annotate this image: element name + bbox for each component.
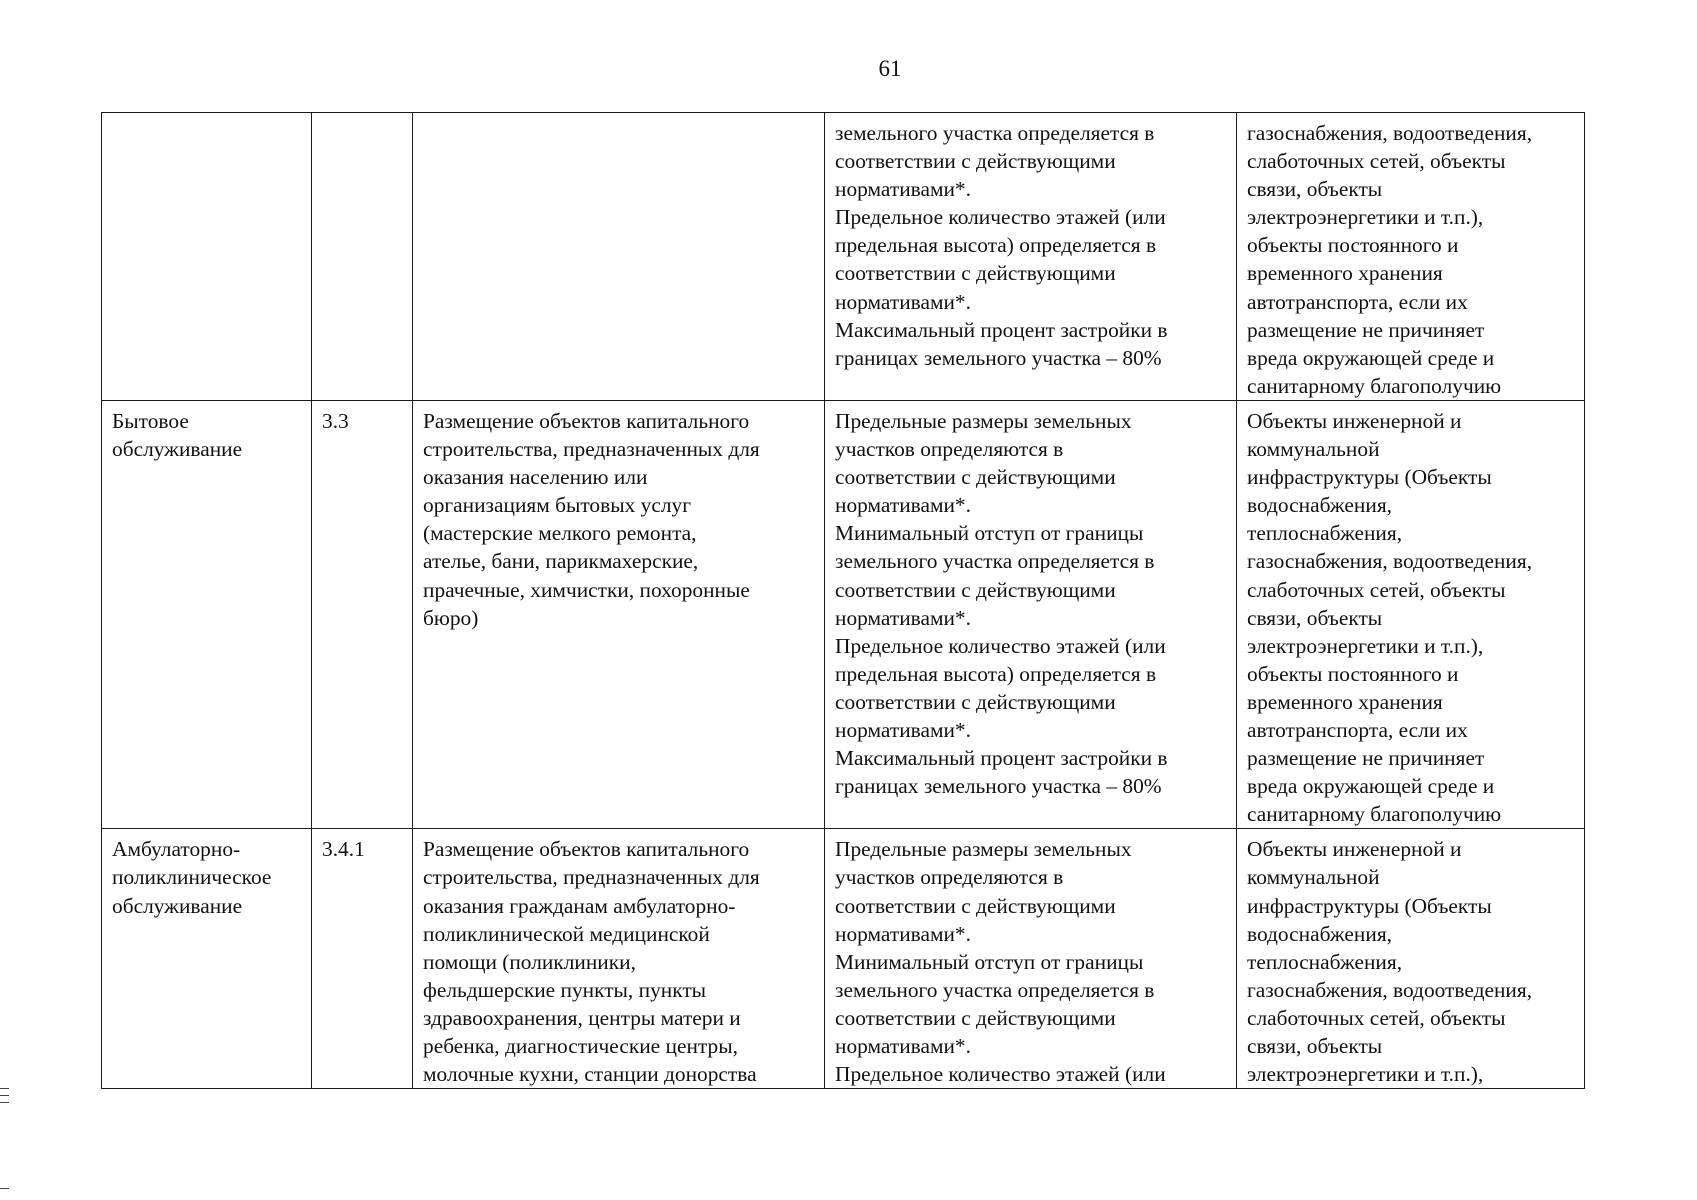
scan-margin-mark	[0, 1188, 9, 1189]
parameters-cell: земельного участка определяется в соответствии с действующими нормативами*. Предельное количество этажей (или предельная высота) определяется в соответствии с действующими нормативами*. Максимальный процент застройки в границах земельного участка – 80%	[825, 113, 1237, 401]
use-type-cell	[102, 113, 312, 401]
use-type-cell: Бытовое обслуживание	[102, 400, 312, 828]
auxiliary-uses-cell: Объекты инженерной и коммунальной инфраструктуры (Объекты водоснабжения, теплоснабжения, газоснабжения, водоотведения, слаботочных сетей, объекты связи, объекты электроэнергетики и т.п.), объекты постоянного и временного хранения автотранспорта, если их размещение не причиняет вреда окружающей среде и санитарному благополучию	[1237, 400, 1585, 828]
scan-margin-mark	[0, 1095, 9, 1096]
regulations-table	[101, 112, 1585, 1089]
auxiliary-uses-cell: Объекты инженерной и коммунальной инфраструктуры (Объекты водоснабжения, теплоснабжения, газоснабжения, водоотведения, слаботочных сетей, объекты связи, объекты электроэнергетики и т.п.),	[1237, 829, 1585, 1089]
use-description-cell: Размещение объектов капитального строительства, предназначенных для оказания населению или организациям бытовых услуг (мастерские мелкого ремонта, ателье, бани, парикмахерские, прачечные, химчистки, похоронные бюро)	[413, 400, 825, 828]
auxiliary-uses-cell: газоснабжения, водоотведения, слаботочных сетей, объекты связи, объекты электроэнергетики и т.п.), объекты постоянного и временного хранения автотранспорта, если их размещение не причиняет вреда окружающей среде и санитарному благополучию	[1237, 113, 1585, 401]
use-type-cell: Амбулаторно- поликлиническое обслуживание	[102, 829, 312, 1089]
table-row	[102, 113, 1585, 401]
parameters-cell: Предельные размеры земельных участков определяются в соответствии с действующими нормативами*. Минимальный отступ от границы земельного участка определяется в соответствии с действующими нормативами*. Предельное количество этажей (или предельная высота) определяется в соответствии с действующими нормативами*. Максимальный процент застройки в границах земельного участка – 80%	[825, 400, 1237, 828]
table-row	[102, 829, 1585, 1089]
use-code-cell: 3.4.1	[312, 829, 413, 1089]
parameters-cell: Предельные размеры земельных участков определяются в соответствии с действующими нормативами*. Минимальный отступ от границы земельного участка определяется в соответствии с действующими нормативами*. Предельное количество этажей (или	[825, 829, 1237, 1089]
use-code-cell: 3.3	[312, 400, 413, 828]
table-row	[102, 400, 1585, 828]
use-description-cell: Размещение объектов капитального строительства, предназначенных для оказания гражданам амбулаторно- поликлинической медицинской помощи (поликлиники, фельдшерские пункты, пункты здравоохранения, центры матери и ребенка, диагностические центры, молочные кухни, станции донорства	[413, 829, 825, 1089]
scan-margin-mark	[0, 1102, 9, 1103]
scan-margin-mark	[0, 1088, 9, 1089]
use-description-cell	[413, 113, 825, 401]
use-code-cell	[312, 113, 413, 401]
page-number: 61	[878, 56, 902, 81]
